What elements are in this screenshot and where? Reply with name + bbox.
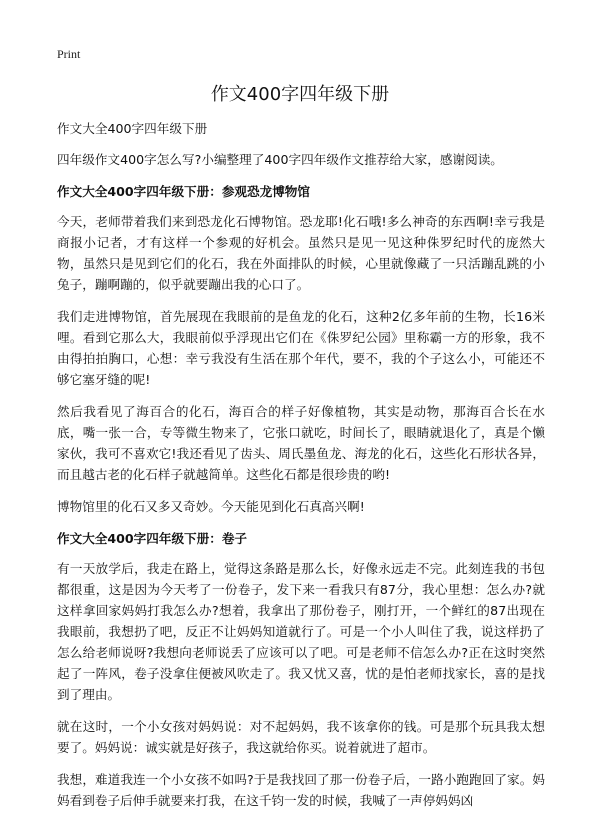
- intro-line: 作文大全400字四年级下册: [57, 121, 208, 136]
- paragraph: 我们走进博物馆，首先展现在我眼前的是鱼龙的化石，这种2亿多年前的生物，长16米哩。看到它那么大，我眼前似乎浮现出它们在《侏罗纪公园》里称霸一方的形象，我不由得拍拍胸口，心想：幸亏我没有生活在那个年代，要不，我的个子这么小，可能还不够它塞牙缝的呢!: [57, 309, 545, 387]
- paragraph: 然后我看见了海百合的化石，海百合的样子好像植物，其实是动物，那海百合长在水底，嘴一张一合，专等微生物来了，它张口就吃，时间长了，眼睛就退化了，真是个懒家伙，我可不喜欢它!我还看见了齿头、周氏墨鱼龙、海龙的化石，这些化石形状各异，而且越古老的化石样子就越简单。这些化石都是很珍贵的哟!: [57, 404, 545, 482]
- paragraph: 就在这时，一个小女孩对妈妈说：对不起妈妈，我不该拿你的钱。可是那个玩具我太想要了。妈妈说：诚实就是好孩子，我这就给你买。说着就进了超市。: [57, 719, 545, 755]
- print-link[interactable]: Print: [57, 47, 81, 61]
- paragraph: 博物馆里的化石又多又奇妙。今天能见到化石真高兴啊!: [57, 499, 365, 514]
- section-heading-test-paper: 作文大全400字四年级下册：卷子: [57, 531, 248, 546]
- article-body: [57, 118, 545, 822]
- section-heading-dinosaur-museum: 作文大全400字四年级下册：参观恐龙博物馆: [57, 184, 310, 199]
- page-title: 作文400字四年级下册: [210, 84, 390, 105]
- intro-paragraph: 四年级作文400字怎么写?小编整理了400字四年级作文推荐给大家，感谢阅读。: [57, 152, 503, 167]
- paragraph: 有一天放学后，我走在路上，觉得这条路是那么长，好像永远走不完。此刻连我的书包都很重，这是因为今天考了一份卷子，发下来一看我只有87分，我心里想：怎么办?就这样拿回家妈妈打我怎么办?想着，我拿出了那份卷子，刚打开，一个鲜红的87出现在我眼前，我想扔了吧，反正不让妈妈知道就行了。可是一个小人叫住了我，说这样扔了怎么给老师说呀?我想向老师说丢了应该可以了吧。可是老师不信怎么办?正在这时突然起了一阵风，卷子没拿住便被风吹走了。我又忧又喜，忧的是怕老师找家长，喜的是找到了理由。: [57, 561, 545, 702]
- paragraph: 今天，老师带着我们来到恐龙化石博物馆。恐龙耶!化石哦!多么神奇的东西啊!幸亏我是商报小记者，才有这样一个参观的好机会。虽然只是见一见这种侏罗纪时代的庞然大物，虽然只是见到它们的化石，我在外面排队的时候，心里就像藏了一只活蹦乱跳的小兔子，蹦啊蹦的，似乎就要蹦出我的心口了。: [57, 214, 545, 292]
- paragraph: 我想，难道我连一个小女孩不如吗?于是我找回了那一份卷子后，一路小跑跑回了家。妈妈看到卷子后伸手就要来打我，在这千钧一发的时候，我喊了一声停妈妈凶: [57, 772, 545, 808]
